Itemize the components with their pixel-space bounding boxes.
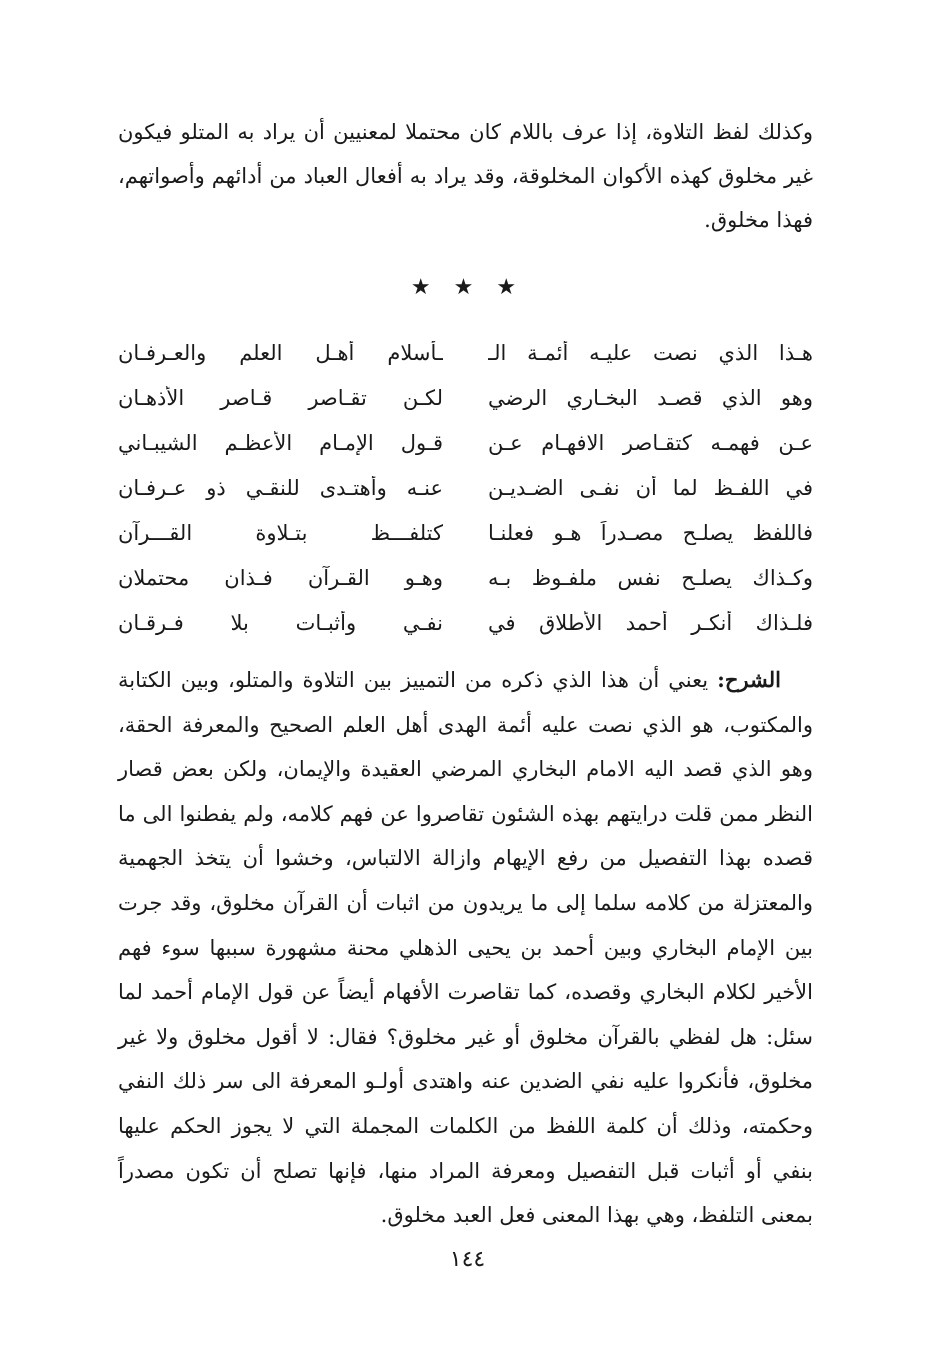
verse-2 <box>118 375 813 420</box>
verse-first-hemistich: عـن فهمـه كتقـاصر الافهـام عـن <box>488 430 813 455</box>
verse-second-hemistich: وهـو القـرآن فـذان محتملان <box>118 565 443 590</box>
verse-3 <box>118 420 813 465</box>
verse-second-hemistich: كتلفـــظ بتـلاوة القـــرآن <box>118 520 443 545</box>
verse-first-hemistich: في اللفـظ لما أن نفـى الضـديـن <box>488 475 813 500</box>
intro-paragraph <box>118 110 813 242</box>
intro-text: وكذلك لفظ التلاوة، إذا عرف باللام كان محتملا لمعنيين أن يراد به المتلو فيكون غير مخلوق كهذه الأكوان المخلوقة، وقد يراد به أفعال العباد من أدائهم وأصواتهم، فهذا مخلوق. <box>118 120 813 232</box>
verse-first-hemistich: فلـذاك أنكـر أحمد الأطلاق في <box>488 610 813 635</box>
verse-7 <box>118 600 813 645</box>
verse-first-hemistich: فاللفظ يصلـح مصـدراً هـو فعلنـا <box>488 520 813 545</box>
verse-second-hemistich: عنـه وأهتـدى للنقـي ذو عـرفـان <box>118 475 443 500</box>
commentary-text: يعني أن هذا الذي ذكره من التمييز بين التلاوة والمتلو، وبين الكتابة والمكتوب، هو الذي نصت عليه أئمة الهدى أهل العلم الصحيح والمعرفة الحقة، وهو الذي قصد اليه الامام البخاري المرضي العقيدة والإيمان، ولكن بعض قصار النظر ممن قلت درايتهم بهذه الشئون تقاصروا عن فهم كلامه، ولم يفطنوا الى ما قصده بهذا التفصيل من رفع الإيهام وازالة الالتباس، وخشوا أن يتخذ الجهمية والمعتزلة من كلامه سلما إلى ما يريدون من اثبات أن القرآن مخلوق، وقد جرت بين الإمام البخاري وبين أحمد بن يحيى الذهلي محنة مشهورة سببها سوء فهم الأخير لكلام البخاري وقصده، كما تقاصرت الأفهام أيضاً عن قول الإمام أحمد لما سئل: هل لفظي بالقرآن مخلوق أو غير مخلوق؟ فقال: لا أقول مخلوق ولا غير مخلوق، فأنكروا عليه نفي الضدين عنه واهتدى أولـو المعرفة الى سر ذلك النفي وحكمته، وذلك أن كلمة اللفظ من الكلمات المجملة التي لا يجوز الحكم عليها بنفي أو أثبات قبل التفصيل ومعرفة المراد منها، فإنها تصلح أن تكون مصدراً بمعنى التلفظ، وهي بهذا المعنى فعل العبد مخلوق. <box>118 668 813 1228</box>
section-separator: ★ ★ ★ <box>410 275 525 300</box>
verse-first-hemistich: وكـذاك يصلـح نفس ملفـوظ بـه <box>488 565 813 590</box>
verse-first-hemistich: هـذا الذي نصت عليـه أئمـة الـ <box>488 340 813 365</box>
verse-5 <box>118 510 813 555</box>
page-number: ١٤٤ <box>449 1247 486 1272</box>
verse-first-hemistich: وهو الذي قصـد البخـاري الرضي <box>488 385 813 410</box>
verse-6 <box>118 555 813 600</box>
verse-1 <box>118 330 813 375</box>
verse-second-hemistich: قـول الإمـام الأعظـم الشيبـاني <box>118 430 443 455</box>
commentary-section <box>118 658 813 1238</box>
poem-block <box>118 330 813 645</box>
commentary-paragraph <box>118 658 813 1238</box>
verse-second-hemistich: نفـي وأثبـات بلا فـرقـان <box>118 610 443 635</box>
verse-second-hemistich: ـأسلام أهـل العلم والعـرفـان <box>118 340 443 365</box>
verse-4 <box>118 465 813 510</box>
verse-second-hemistich: لكـن تقـاصر قـاصر الأذهـان <box>118 385 443 410</box>
commentary-label: الشرح: <box>717 667 781 692</box>
